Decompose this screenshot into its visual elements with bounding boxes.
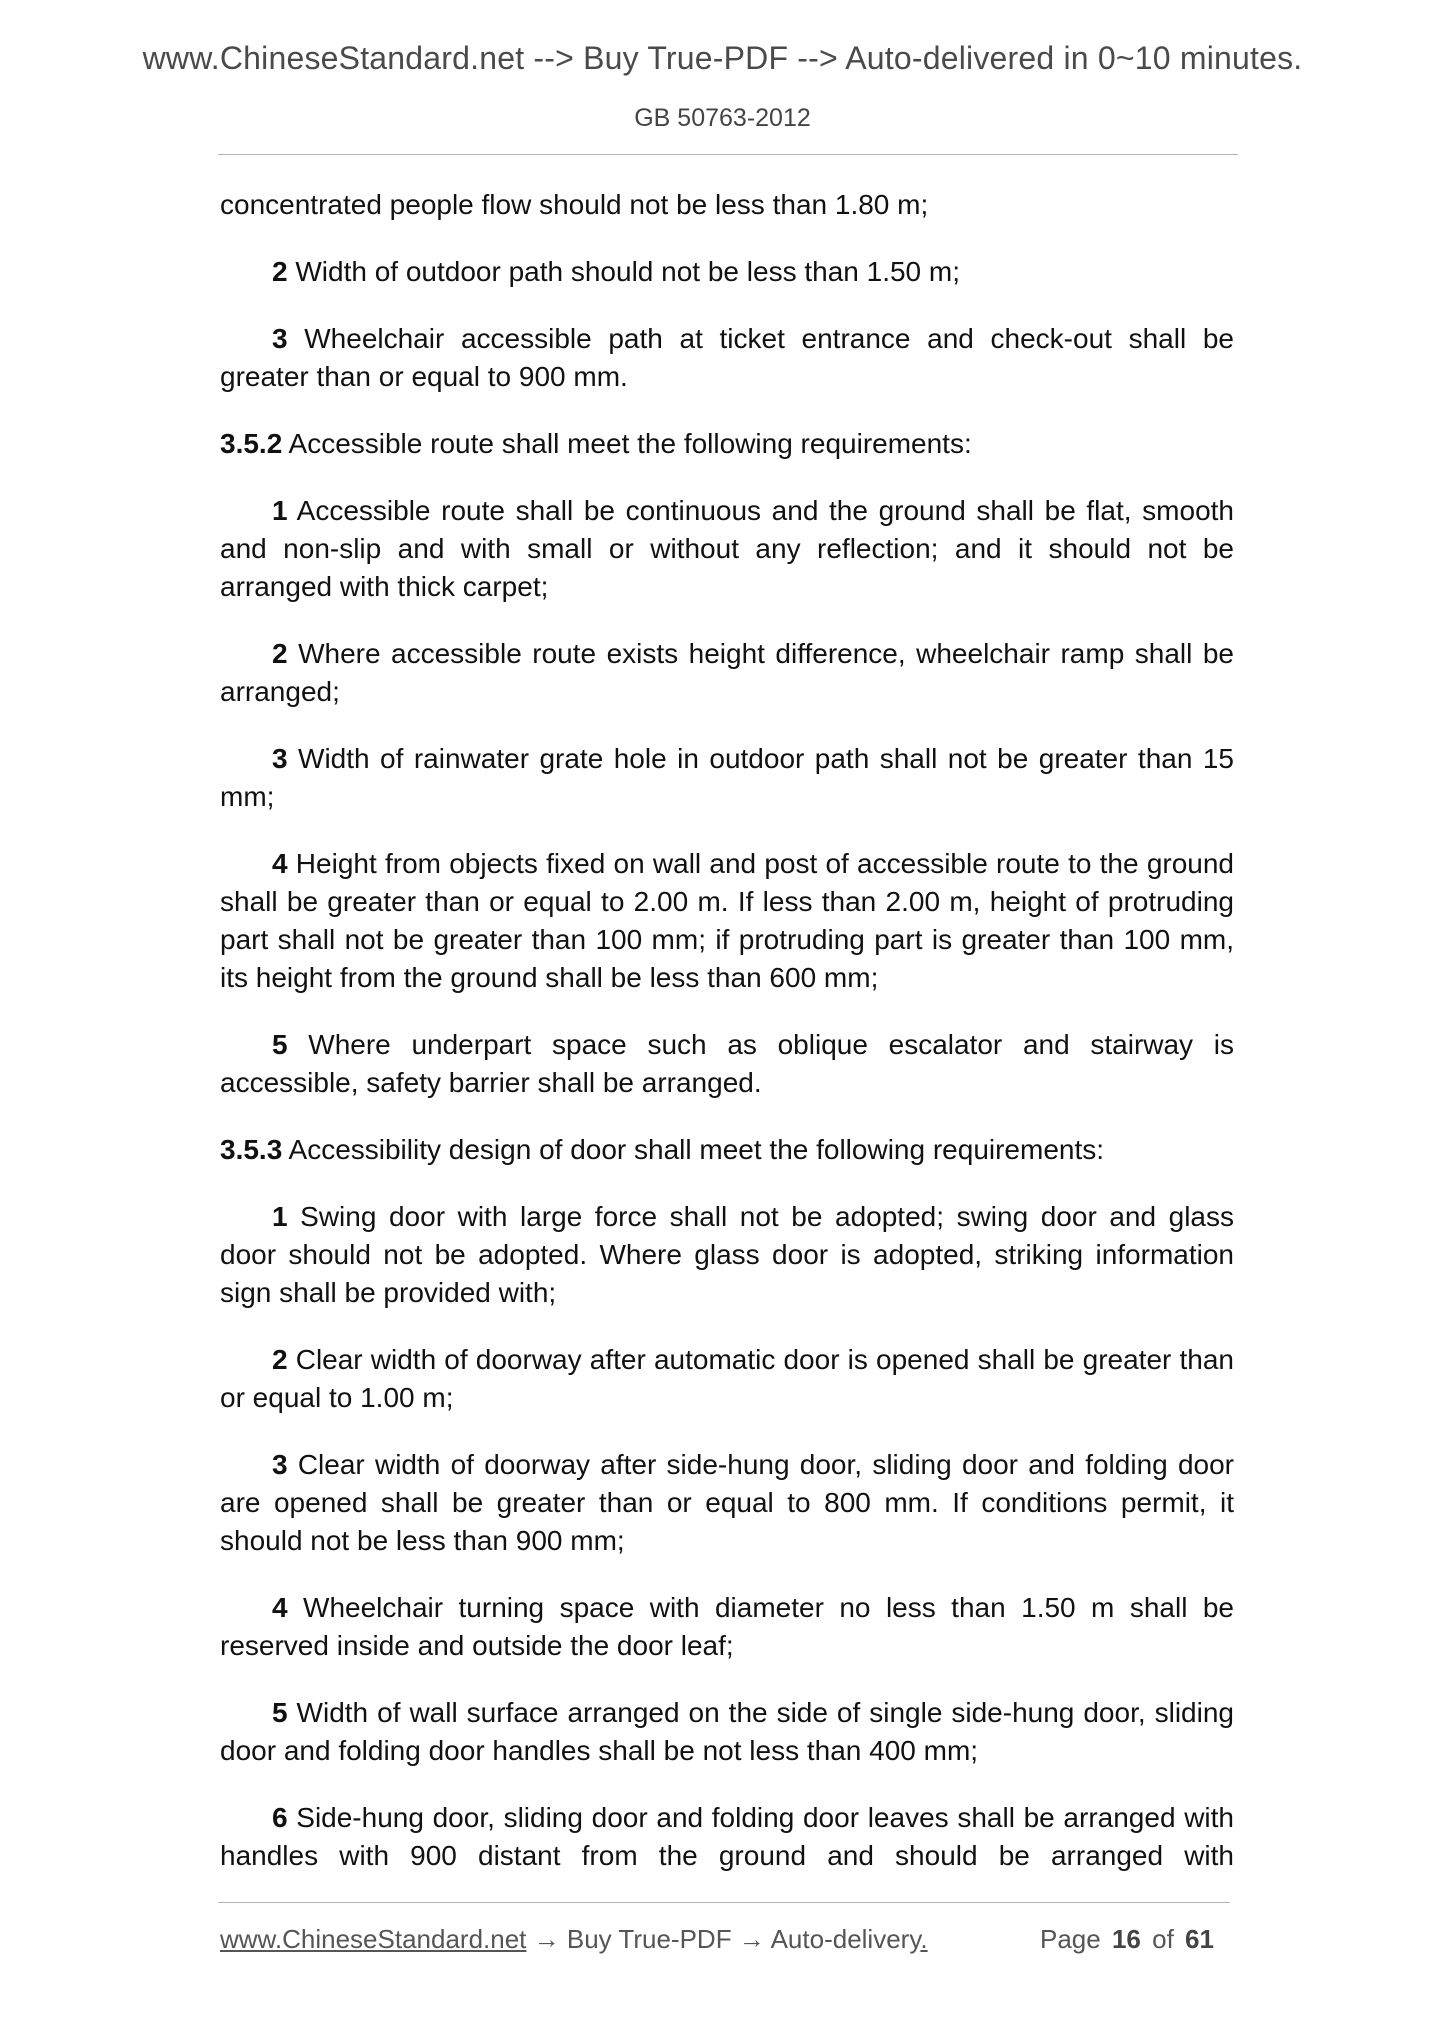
footer-promo (220, 1924, 928, 1955)
list-item (220, 1589, 1234, 1665)
list-item (220, 1198, 1234, 1312)
document-body (220, 186, 1234, 1875)
item-text: Width of wall surface arranged on the side of single side-hung door, sliding door and folding door handles shall be not less than 400 mm; (220, 1697, 1234, 1766)
footer-site-link[interactable]: www.ChineseStandard.net (220, 1924, 527, 1954)
item-number: 4 (272, 848, 288, 879)
of-label: of (1152, 1924, 1174, 1954)
item-number: 2 (272, 638, 288, 669)
list-item (220, 1341, 1234, 1417)
item-text: Clear width of doorway after side-hung door, sliding door and folding door are opened shall be greater than or equal to 800 mm. If conditions permit, it should not be less than 900 mm; (220, 1449, 1234, 1556)
list-item (220, 1026, 1234, 1102)
clause-text: Accessibility design of door shall meet the following requirements: (282, 1134, 1105, 1165)
footer-divider (218, 1902, 1230, 1903)
item-text: Wheelchair accessible path at ticket entrance and check-out shall be greater than or equal to 900 mm. (220, 323, 1234, 392)
paragraph-text: concentrated people flow should not be less than 1.80 m; (220, 189, 929, 220)
header-divider (218, 154, 1238, 155)
footer-period: . (920, 1924, 928, 1954)
item-number: 2 (272, 256, 288, 287)
item-number: 3 (272, 323, 288, 354)
item-text: Height from objects fixed on wall and post of accessible route to the ground shall be greater than or equal to 2.00 m. If less than 2.00 m, height of protruding part shall not be greater than 100 mm; if protruding part is greater than 100 mm, its height from the ground shall be less than 600 mm; (220, 848, 1234, 993)
clause-heading (220, 425, 1234, 463)
clause-heading (220, 1131, 1234, 1169)
list-item (220, 1446, 1234, 1560)
current-page-number: 16 (1111, 1924, 1141, 1954)
standard-code: GB 50763-2012 (634, 104, 811, 132)
arrow-right-icon: → (738, 1924, 765, 1954)
item-text: Where accessible route exists height difference, wheelchair ramp shall be arranged; (220, 638, 1234, 707)
list-item (220, 320, 1234, 396)
item-text: Accessible route shall be continuous and the ground shall be flat, smooth and non-slip and with small or without any reflection; and it should not be arranged with thick carpet; (220, 495, 1234, 602)
item-text: Swing door with large force shall not be adopted; swing door and glass door should not be adopted. Where glass door is adopted, striking information sign shall be provided with; (220, 1201, 1234, 1308)
paragraph-continuation (220, 186, 1234, 224)
item-number: 3 (272, 743, 288, 774)
footer-buy-text: Buy True-PDF (559, 1924, 739, 1954)
list-item (220, 635, 1234, 711)
item-text: Width of rainwater grate hole in outdoor path shall not be greater than 15 mm; (220, 743, 1234, 812)
item-text: Width of outdoor path should not be less than 1.50 m; (287, 256, 961, 287)
clause-number: 3.5.3 (220, 1134, 283, 1165)
list-item (220, 1694, 1234, 1770)
clause-number: 3.5.2 (220, 428, 283, 459)
page-counter (1040, 1924, 1214, 1955)
clause-text: Accessible route shall meet the following requirements: (282, 428, 972, 459)
list-item (220, 740, 1234, 816)
item-number: 3 (272, 1449, 288, 1480)
item-number: 5 (272, 1697, 288, 1728)
list-item (220, 1799, 1234, 1875)
item-number: 5 (272, 1029, 288, 1060)
footer-auto-text: Auto-delivery (764, 1924, 921, 1954)
top-banner: www.ChineseStandard.net --> Buy True-PDF --> Auto-delivered in 0~10 minutes. (142, 40, 1303, 76)
total-pages-number: 61 (1185, 1924, 1214, 1954)
list-item (220, 845, 1234, 997)
arrow-right-icon: → (533, 1924, 560, 1954)
list-item (220, 492, 1234, 606)
item-text: Wheelchair turning space with diameter no less than 1.50 m shall be reserved inside and outside the door leaf; (220, 1592, 1234, 1661)
item-text: Where underpart space such as oblique escalator and stairway is accessible, safety barrier shall be arranged. (220, 1029, 1234, 1098)
list-item (220, 253, 1234, 291)
page-label: Page (1040, 1924, 1101, 1954)
item-number: 1 (272, 1201, 288, 1232)
item-number: 1 (272, 495, 288, 526)
item-number: 2 (272, 1344, 288, 1375)
item-number: 6 (272, 1802, 288, 1833)
item-text: Side-hung door, sliding door and folding door leaves shall be arranged with handles with 900 distant from the ground and should be arranged with (220, 1802, 1234, 1871)
item-text: Clear width of doorway after automatic door is opened shall be greater than or equal to 1.00 m; (220, 1344, 1234, 1413)
item-number: 4 (272, 1592, 288, 1623)
